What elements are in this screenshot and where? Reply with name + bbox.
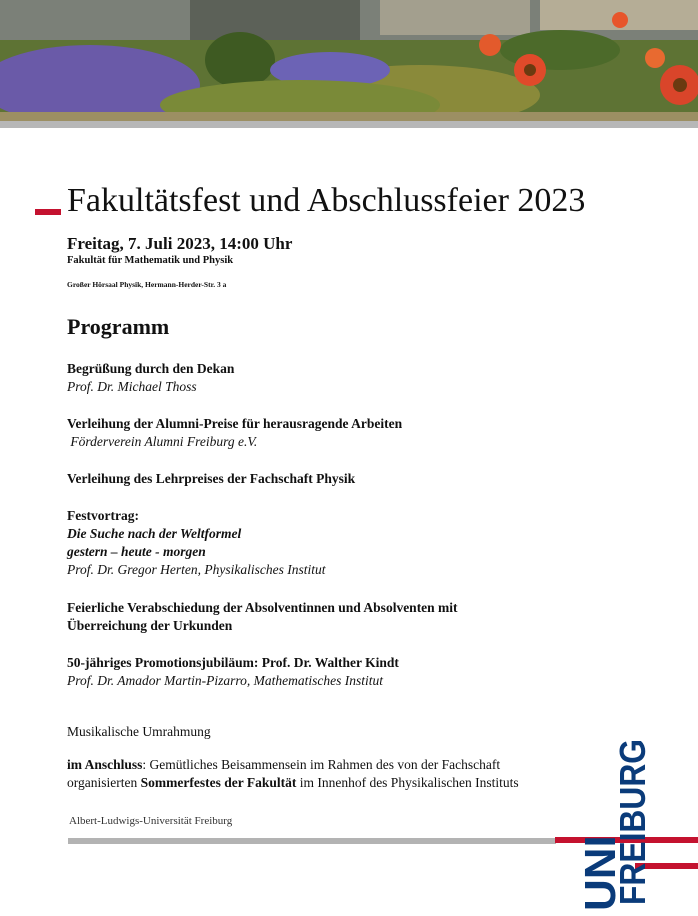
program-item-speaker: Förderverein Alumni Freiburg e.V.: [67, 434, 258, 449]
garden-illustration: [0, 0, 698, 121]
program-item-speaker: Prof. Dr. Gregor Herten, Physikalisches Institut: [67, 562, 326, 577]
closing-bold: Sommerfestes der Fakultät: [140, 775, 297, 790]
logo-text-uni: UNI: [576, 835, 625, 911]
header-photo: [0, 0, 698, 121]
program-item: [67, 599, 458, 635]
program-item-title: Festvortrag:: [67, 508, 139, 523]
accent-mark: [35, 209, 61, 215]
music-note: Musikalische Umrahmung: [67, 724, 211, 739]
program-item-title-cont: Überreichung der Urkunden: [67, 618, 233, 633]
faculty-name: Fakultät für Mathematik und Physik: [67, 255, 234, 266]
footer-divider: [68, 838, 556, 844]
page-title: Fakultätsfest und Abschlussfeier 2023: [67, 182, 586, 219]
program-item: [67, 360, 234, 396]
closing-text-2b: im Innenhof des Physikalischen Instituts: [296, 775, 519, 790]
program-item-title: 50-jähriges Promotionsjubiläum: Prof. Dr. Walther Kindt: [67, 655, 399, 670]
university-name: Albert-Ludwigs-Universität Freiburg: [69, 815, 233, 827]
program-item-title: Begrüßung durch den Dekan: [67, 361, 235, 376]
talk-title: Die Suche nach der Weltformel: [67, 526, 242, 541]
event-date: Freitag, 7. Juli 2023, 14:00 Uhr: [67, 234, 293, 253]
closing-note: [67, 756, 519, 792]
program-item-title: Verleihung des Lehrpreises der Fachschaft Physik: [67, 471, 356, 486]
closing-text-2a: organisierten: [67, 775, 141, 790]
program-heading: Programm: [67, 314, 170, 339]
talk-subtitle: gestern – heute - morgen: [67, 544, 206, 559]
program-item-speaker: Prof. Dr. Amador Martin-Pizarro, Mathematisches Institut: [67, 673, 383, 688]
header-divider: [0, 121, 698, 128]
program-item: [67, 654, 399, 690]
program-item: [67, 415, 402, 451]
logo-text-freiburg: FREIBURG: [612, 735, 653, 905]
program-item-title: Feierliche Verabschiedung der Absolventinnen und Absolventen mit: [67, 600, 458, 615]
closing-text-1: : Gemütliches Beisammensein im Rahmen des von der Fachschaft: [142, 757, 501, 772]
program-item-speaker: Prof. Dr. Michael Thoss: [67, 379, 197, 394]
closing-lead: im Anschluss: [67, 757, 143, 772]
program-item: [67, 470, 355, 488]
uni-freiburg-logo: [555, 735, 698, 911]
university-logo: [555, 735, 698, 911]
program-item-title: Verleihung der Alumni-Preise für herausragende Arbeiten: [67, 416, 403, 431]
venue: Großer Hörsaal Physik, Hermann-Herder-Str. 3 a: [67, 280, 227, 289]
program-item: [67, 507, 325, 579]
